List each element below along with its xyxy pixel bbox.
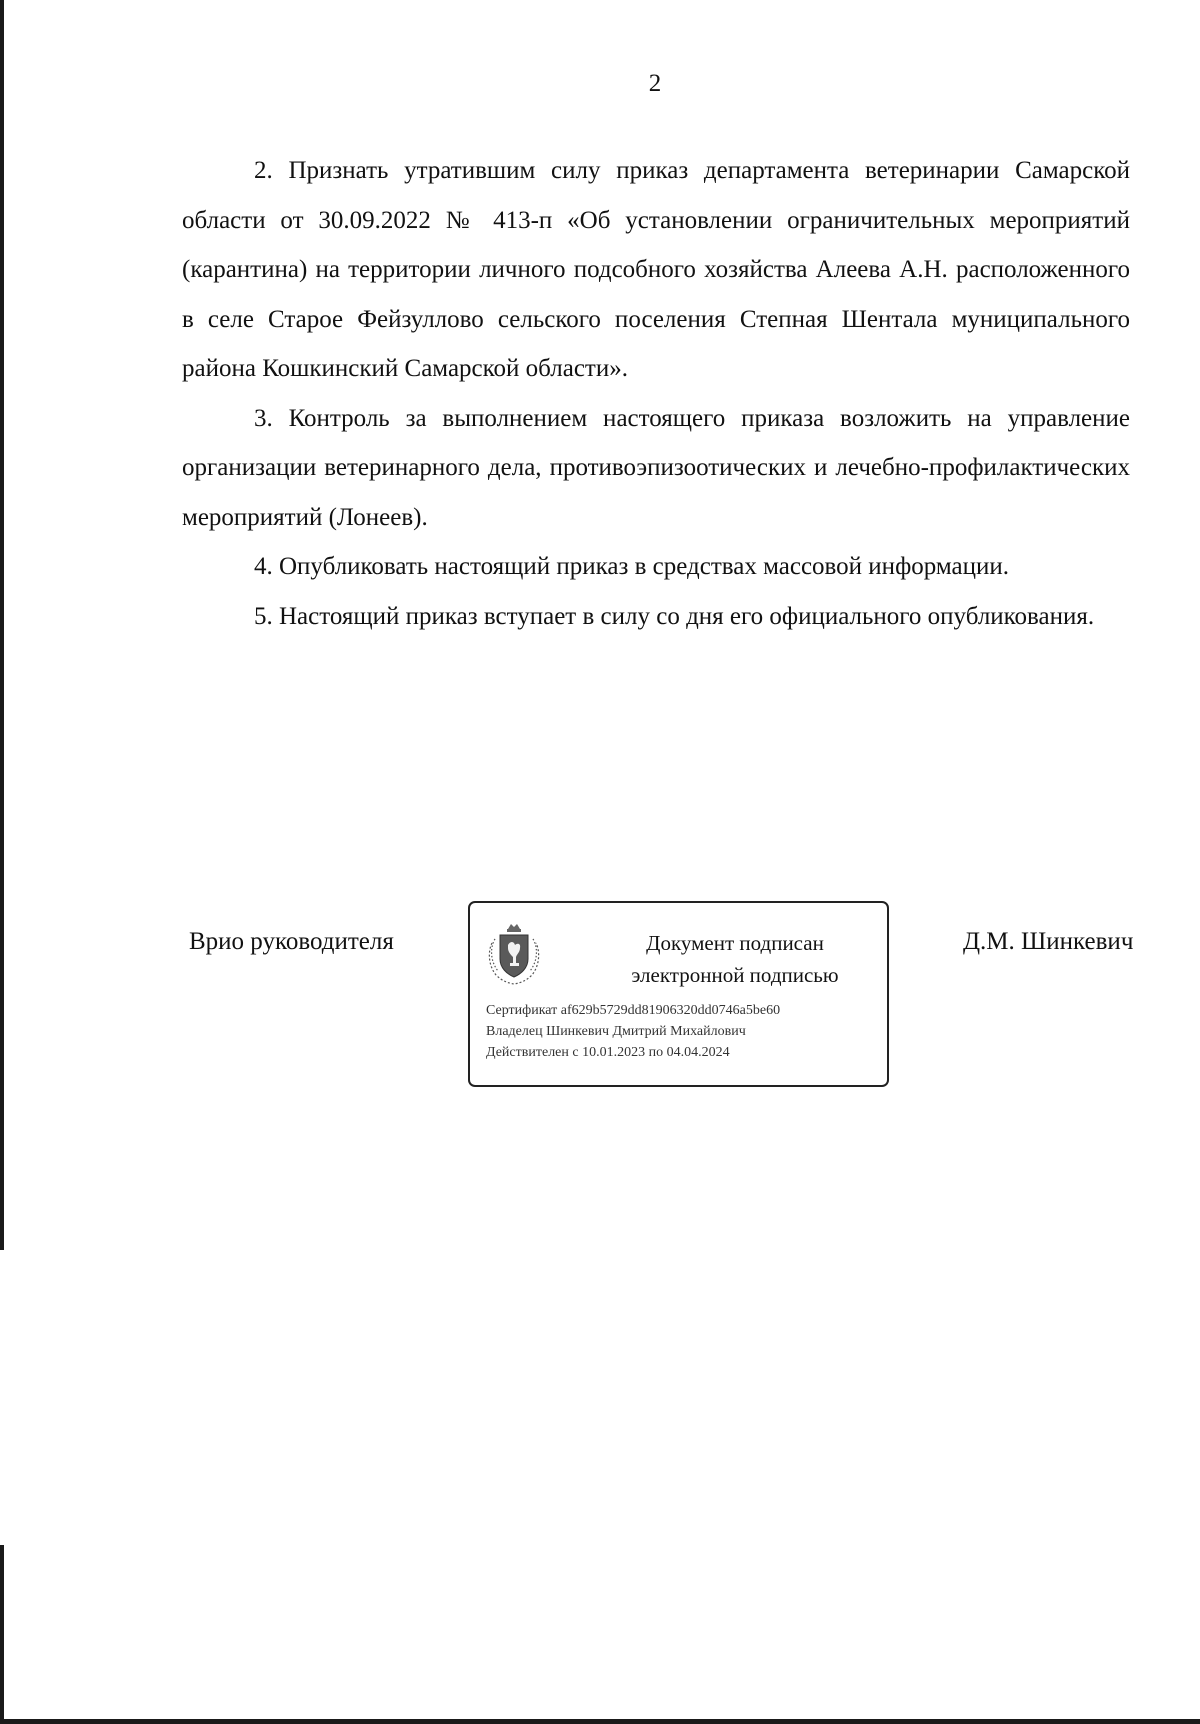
esign-title-line2: электронной подписью [631, 963, 839, 987]
scan-edge-left-bottom [0, 1545, 4, 1724]
esign-certificate: Сертификат af629b5729dd81906320dd0746a5be60 [486, 1003, 781, 1018]
samara-coat-of-arms-icon [486, 921, 542, 985]
scan-edge-left [0, 0, 4, 1250]
paragraph-4: 4. Опубликовать настоящий приказ в средствах массовой информации. [254, 553, 1010, 580]
paragraph-5: 5. Настоящий приказ вступает в силу со дня его официального опубликования. [254, 602, 1095, 630]
esign-details [486, 1000, 780, 1063]
esign-title [590, 927, 880, 991]
scan-edge-bottom [0, 1719, 1200, 1724]
paragraph-3: 3. Контроль за выполнением настоящего приказа возложить на управление организации ветеринарного дела, противоэпизоотических и лечебно-профилактических мероприятий (Лонеев). [182, 404, 1130, 531]
page-number: 2 [648, 70, 662, 97]
esign-validity: Действителен с 10.01.2023 по 04.04.2024 [486, 1045, 730, 1060]
esign-owner: Владелец Шинкевич Дмитрий Михайлович [486, 1024, 746, 1039]
signer-name: Д.М. Шинкевич [963, 928, 1134, 955]
electronic-signature-stamp [468, 901, 889, 1087]
esign-title-line1: Документ подписан [646, 931, 824, 955]
paragraph-2: 2. Признать утратившим силу приказ департамента ветеринарии Самарской области от 30.09.2022 № 413-п «Об установлении ограничительных мероприятий (карантина) на территории личного подсобного хозяйства Алеева А.Н. расположенного в селе Старое Фейзуллово сельского поселения Степная Шентала муниципального района Кошкинский Самарской области». [182, 157, 1130, 382]
document-body [182, 146, 1130, 641]
signer-position: Врио руководителя [189, 928, 394, 955]
